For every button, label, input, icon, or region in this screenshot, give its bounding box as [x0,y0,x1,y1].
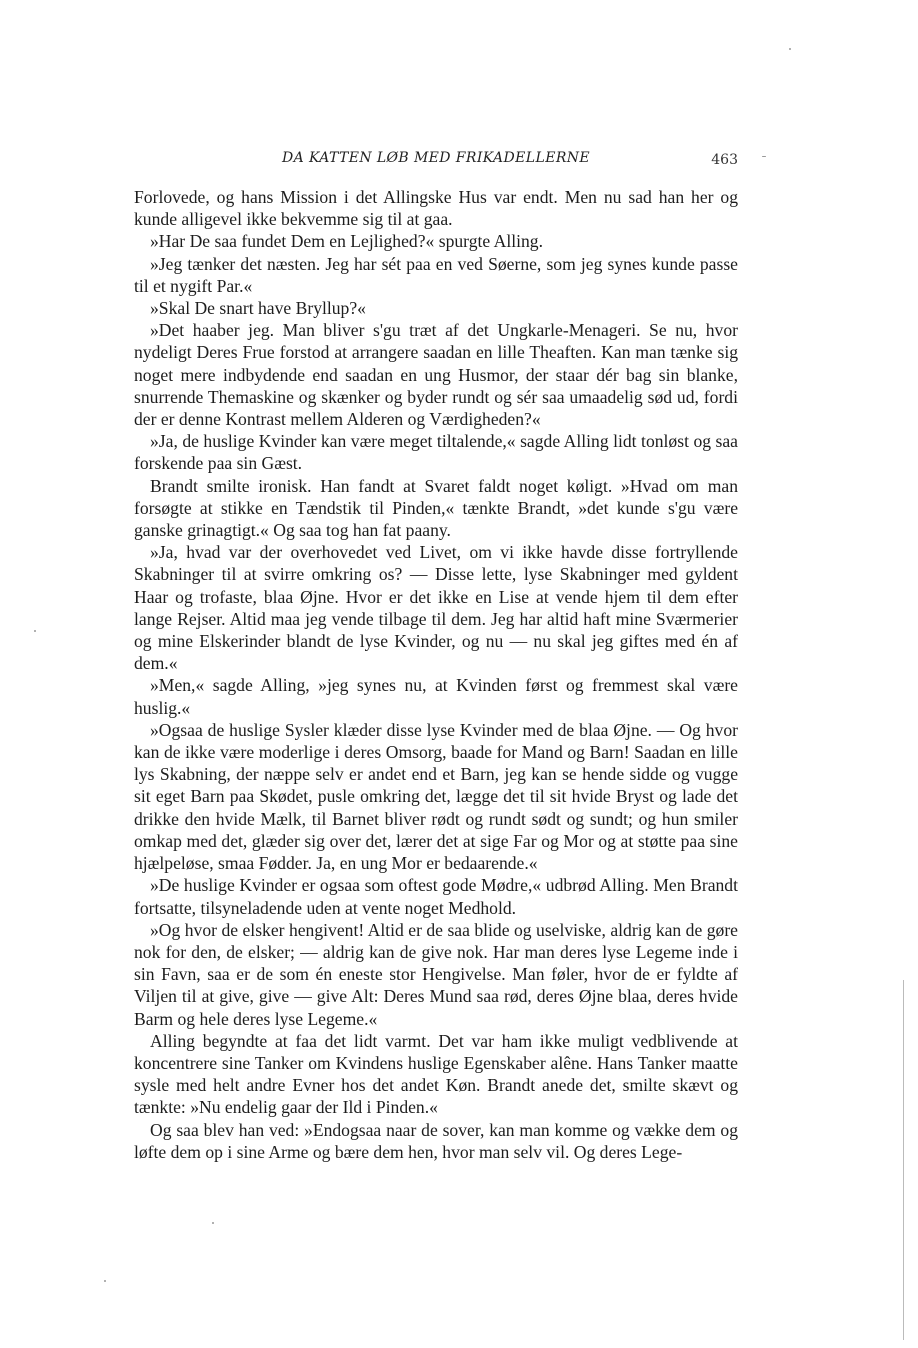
running-title: DA KATTEN LØB MED FRIKADELLERNE [281,150,591,166]
paragraph: Forlovede, og hans Mission i det Allingske Hus var endt. Men nu sad han her og kunde alligevel ikke bekvemme sig til at gaa. [134,187,738,230]
paragraph: »Men,« sagde Alling, »jeg synes nu, at Kvinden først og fremmest skal være huslig.« [134,675,738,718]
paragraph: »Ja, de huslige Kvinder kan være meget tiltalende,« sagde Alling lidt tonløst og saa forskende paa sin Gæst. [134,431,738,474]
running-head [134,150,738,172]
scan-speck [212,1222,214,1224]
page-number: 463 [711,152,738,168]
paragraph: »Og hvor de elsker hengivent! Altid er de saa blide og uselviske, aldrig kan de gøre nok for den, de elsker; — aldrig kan de give nok. Har man deres lyse Legeme inde i sin Favn, saa er de som én eneste stor Hengivelse. Man føler, hvor de er fyldte af Viljen til at give, give — give Alt: Deres Mund saa rød, deres Øjne blaa, deres hvide Barm og hele deres lyse Legeme.« [134,919,738,1029]
scan-speck [104,1280,106,1282]
paragraph: Brandt smilte ironisk. Han fandt at Svaret faldt noget køligt. »Hvad om man forsøgte at stikke en Tændstik til Pinden,« tænkte Brandt, »det kunde s'gu være ganske grinagtigt.« Og saa tog han fat paany. [134,475,738,541]
paragraph: Alling begyndte at faa det lidt varmt. Det var ham ikke muligt vedblivende at koncentrere sine Tanker om Kvindens huslige Egenskaber alêne. Hans Tanker maatte sysle med helt andre Evner hos det andet Køn. Brandt anede det, smilte skævt og tænkte: »Nu endelig gaar der Ild i Pinden.« [134,1030,738,1118]
paragraph: Og saa blev han ved: »Endogsaa naar de sover, kan man komme og vække dem og løfte dem op i sine Arme og bære dem hen, hvor man selv vil. Og deres Lege- [134,1119,738,1162]
scan-speck [34,630,36,632]
paragraph: »Ja, hvad var der overhovedet ved Livet, om vi ikke havde disse fortryllende Skabninger til at svirre omkring os? — Disse lette, lyse Skabninger med gyldent Haar og trofaste, blaa Øjne. Hvor er det ikke en Lise at vende hjem til dem efter lange Rejser. Altid maa jeg vende tilbage til dem. Jeg har altid haft mine Sværmerier og mine Elskerinder blandt de lyse Kvinder, og nu — nu skal jeg giftes med én af dem.« [134,542,738,674]
paragraph: »Ogsaa de huslige Sysler klæder disse lyse Kvinder med de blaa Øjne. — Og hvor kan de ikke være moderlige i deres Omsorg, baade for Mand og Barn! Saadan en lille lys Skabning, der næppe selv er andet end et Barn, jeg kan se hende sidde og vugge sit eget Barn paa Skødet, pusle omkring det, lægge det til sit hvide Bryst og lade det drikke den hvide Mælk, til Barnet bliver rødt og rundt sødt og sundt; og hun smiler omkap med det, glæder sig over det, lærer det at sige Far og Mor og at støtte paa sine hjælpeløse, smaa Fødder. Ja, en ung Mor er bedaarende.« [134,719,738,874]
paragraph: »Det haaber jeg. Man bliver s'gu træt af det Ungkarle-Menageri. Se nu, hvor nydeligt Deres Frue forstod at arrangere saadan en lille Theaften. Kan man tænke sig noget mere indbydende end saadan en ung Husmor, der staar dér bag sin blanke, snurrende Themaskine og skænker og byder rundt og sér saa umaadelig sød ud, fordi der er denne Kontrast mellem Alderen og Værdigheden?« [134,320,738,430]
scan-speck [762,156,766,157]
scan-edge-line [903,980,904,1340]
scan-speck [789,48,791,50]
paragraph: »De huslige Kvinder er ogsaa som oftest gode Mødre,« udbrød Alling. Men Brandt fortsatte, tilsyneladende uden at vente noget Medhold. [134,875,738,918]
paragraph: »Skal De snart have Bryllup?« [150,298,366,319]
paragraph: »Har De saa fundet Dem en Lejlighed?« spurgte Alling. [150,231,543,252]
paragraph: »Jeg tænker det næsten. Jeg har sét paa en ved Søerne, som jeg synes kunde passe til et nygift Par.« [134,253,738,296]
body-text [134,186,738,1163]
